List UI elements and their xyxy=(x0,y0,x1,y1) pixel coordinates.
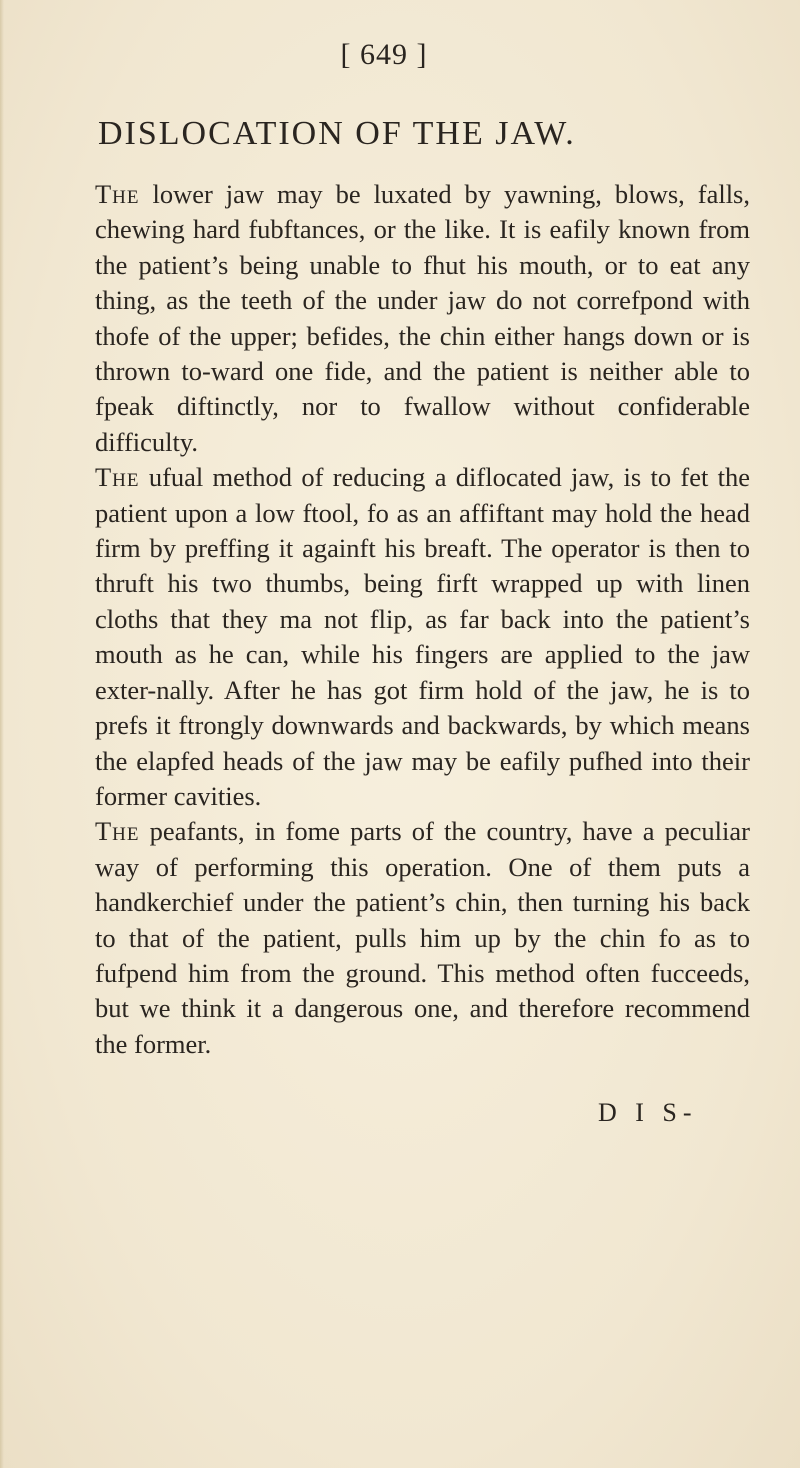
paragraph-3 xyxy=(95,814,750,1062)
section-heading: DISLOCATION OF THE JAW. xyxy=(98,115,576,152)
paragraph-1 xyxy=(95,177,750,460)
paragraph-lead-word: The xyxy=(95,462,140,493)
paragraph-body: lower jaw may be luxated by yawning, blows, falls, chewing hard fubftances, or the like. It is eafily known from the patient’s being unable to fhut his mouth, or to eat any thing, as the teeth of the under jaw do not correfpond with thofe of the upper; befides, the chin either hangs down or is thrown to-ward one fide, and the patient is neither able to fpeak diftinctly, nor to fwallow without confiderable difficulty. xyxy=(95,179,750,457)
page-edge-shadow xyxy=(0,0,4,1468)
paragraph-body: ufual method of reducing a diflocated jaw, is to fet the patient upon a low ftool, fo as an affiftant may hold the head firm by preffing it againft his breaft. The operator is then to thruft his two thumbs, being firft wrapped up with linen cloths that they ma not flip, as far back into the patient’s mouth as he can, while his fingers are applied to the jaw exter-nally. After he has got firm hold of the jaw, he is to prefs it ftrongly downwards and backwards, by which means the elapfed heads of the jaw may be eafily pufhed into their former cavities. xyxy=(95,462,750,811)
page-number: [ 649 ] xyxy=(340,38,428,71)
body-text xyxy=(95,177,750,1062)
paragraph-lead-word: The xyxy=(95,179,140,209)
paragraph-body: peafants, in fome parts of the country, have a peculiar way of performing this operation. One of them puts a handkerchief under the patient’s chin, then turning his back to that of the patient, pulls him up by the chin fo as to fufpend him from the ground. This method often fucceeds, but we think it a dangerous one, and therefore recommend the former. xyxy=(95,816,750,1059)
paragraph-lead-word: The xyxy=(95,816,140,847)
catchword: D I S- xyxy=(598,1098,698,1127)
paragraph-2 xyxy=(95,460,750,814)
